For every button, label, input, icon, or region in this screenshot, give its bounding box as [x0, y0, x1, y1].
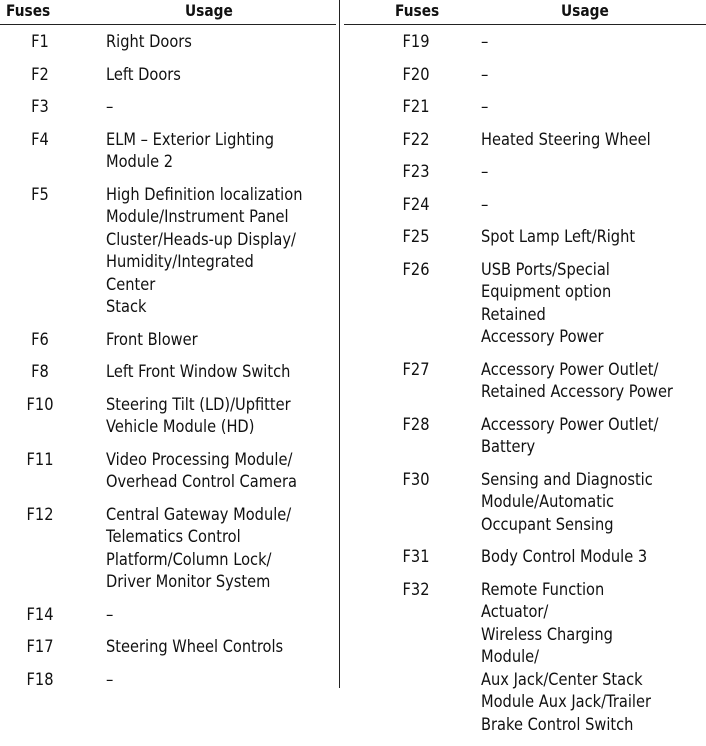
fuse-usage-cell — [80, 129, 336, 174]
table-header — [344, 0, 706, 25]
fuse-usage: Left Doors — [106, 64, 181, 85]
fuse-id: F17 — [26, 637, 54, 657]
fuse-id: F5 — [31, 184, 49, 205]
fuse-usage-cell — [481, 359, 706, 404]
fuse-id: F3 — [31, 97, 49, 117]
fuse-id: F1 — [31, 32, 49, 52]
table-row — [344, 259, 706, 349]
fuse-usage: Left Front Window Switch — [106, 362, 291, 382]
fuse-usage-cell — [80, 604, 336, 627]
fuse-usage: Body Control Module 3 — [481, 547, 648, 567]
fuse-usage: Steering Tilt (LD)/Upfitter Vehicle Module (HD) — [106, 394, 291, 437]
table-row — [344, 96, 706, 119]
table-row — [0, 31, 336, 54]
fuse-usage: Accessory Power Outlet/ Battery — [481, 414, 659, 457]
fuse-usage: – — [481, 162, 489, 182]
table-row — [344, 546, 706, 569]
table-row — [344, 129, 706, 152]
fuse-usage-cell — [80, 329, 336, 352]
fuse-id: F12 — [26, 504, 54, 525]
fuse-id: F31 — [402, 547, 430, 567]
fuse-usage: – — [481, 32, 489, 52]
table-row — [0, 636, 336, 659]
fuse-id: F22 — [402, 129, 430, 150]
fuse-usage: Heated Steering Wheel — [481, 129, 651, 150]
fuse-id: F28 — [402, 414, 430, 435]
fuse-usage-cell — [80, 636, 336, 659]
table-row — [344, 64, 706, 87]
fuse-usage: Video Processing Module/ Overhead Control Camera — [106, 449, 297, 492]
table-row — [344, 579, 706, 737]
table-row — [0, 64, 336, 87]
header-fuses: Fuses — [395, 1, 440, 20]
table-row — [0, 184, 336, 319]
table-row — [344, 469, 706, 537]
fuse-id: F23 — [402, 162, 430, 182]
fuse-usage-cell — [80, 96, 336, 119]
fuse-usage-cell — [80, 504, 336, 594]
table-row — [344, 414, 706, 459]
column-divider — [339, 0, 340, 688]
table-row — [0, 96, 336, 119]
fuse-id: F8 — [31, 362, 49, 382]
fuse-usage-cell — [80, 31, 336, 54]
fuse-usage: Front Blower — [106, 329, 198, 350]
table-row — [344, 31, 706, 54]
table-row — [344, 161, 706, 184]
fuse-id: F4 — [31, 129, 49, 150]
fuse-id: F19 — [402, 32, 430, 52]
fuse-usage-cell — [481, 96, 706, 119]
table-row — [0, 604, 336, 627]
fuse-usage: – — [106, 669, 114, 690]
table-rows-left — [0, 25, 336, 691]
fuse-table-left-column — [0, 0, 336, 701]
fuse-usage-cell — [481, 414, 706, 459]
fuse-usage-cell — [481, 129, 706, 152]
fuse-id: F30 — [402, 469, 430, 490]
fuse-usage-cell — [80, 184, 336, 319]
table-row — [0, 504, 336, 594]
table-row — [0, 361, 336, 384]
fuse-id: F26 — [402, 259, 430, 280]
fuse-id: F24 — [402, 194, 430, 215]
fuse-usage-cell — [80, 394, 336, 439]
table-row — [344, 226, 706, 249]
fuse-id: F20 — [402, 64, 430, 85]
fuse-id: F2 — [31, 64, 49, 85]
fuse-usage-cell — [481, 64, 706, 87]
fuse-id: F10 — [26, 394, 54, 415]
fuse-usage: – — [481, 194, 489, 215]
fuse-usage: Remote Function Actuator/ Wireless Charging Module/ Aux Jack/Center Stack Module Aux Jack/Trailer Brake Control Switch — [481, 579, 651, 735]
fuse-usage-cell — [481, 259, 706, 349]
fuse-usage: High Definition localization Module/Instrument Panel Cluster/Heads-up Display/ Humidity/Integrated Center Stack — [106, 184, 303, 317]
table-rows-right — [344, 25, 706, 736]
fuse-id: F27 — [402, 359, 430, 380]
fuse-id: F25 — [402, 227, 430, 247]
fuse-usage-cell — [481, 161, 706, 184]
table-row — [0, 394, 336, 439]
fuse-id: F18 — [26, 669, 54, 690]
fuse-usage-cell — [80, 64, 336, 87]
header-usage: Usage — [561, 1, 609, 20]
fuse-usage-cell — [80, 449, 336, 494]
table-row — [0, 129, 336, 174]
fuse-usage-cell — [481, 194, 706, 217]
fuse-id: F6 — [31, 329, 49, 350]
fuse-usage: Steering Wheel Controls — [106, 637, 284, 657]
fuse-id: F21 — [402, 97, 430, 117]
fuse-usage-cell — [481, 546, 706, 569]
table-row — [0, 449, 336, 494]
fuse-usage: ELM – Exterior Lighting Module 2 — [106, 129, 274, 172]
fuse-id: F14 — [26, 604, 54, 625]
fuse-usage-cell — [481, 31, 706, 54]
fuse-usage: Right Doors — [106, 32, 192, 52]
fuse-usage-cell — [481, 579, 706, 737]
fuse-usage: USB Ports/Special Equipment option Retained Accessory Power — [481, 259, 612, 347]
fuse-id: F32 — [402, 579, 430, 600]
fuse-usage: – — [106, 97, 114, 117]
fuse-usage: – — [106, 604, 114, 625]
fuse-usage: – — [481, 97, 489, 117]
fuse-usage: Sensing and Diagnostic Module/Automatic Occupant Sensing — [481, 469, 653, 535]
fuse-id: F11 — [26, 449, 54, 470]
fuse-usage: – — [481, 64, 489, 85]
table-row — [344, 359, 706, 404]
fuse-usage: Central Gateway Module/ Telematics Control Platform/Column Lock/ Driver Monitor System — [106, 504, 292, 592]
fuse-usage: Accessory Power Outlet/ Retained Accessory Power — [481, 359, 673, 402]
fuse-table-right-column — [344, 0, 706, 746]
header-fuses: Fuses — [6, 1, 51, 20]
fuse-usage-cell — [481, 226, 706, 249]
fuse-usage-cell — [80, 361, 336, 384]
table-row — [344, 194, 706, 217]
fuse-usage-cell — [481, 469, 706, 537]
header-usage: Usage — [185, 1, 233, 20]
table-header — [0, 0, 336, 25]
table-row — [0, 329, 336, 352]
fuse-usage: Spot Lamp Left/Right — [481, 227, 636, 247]
